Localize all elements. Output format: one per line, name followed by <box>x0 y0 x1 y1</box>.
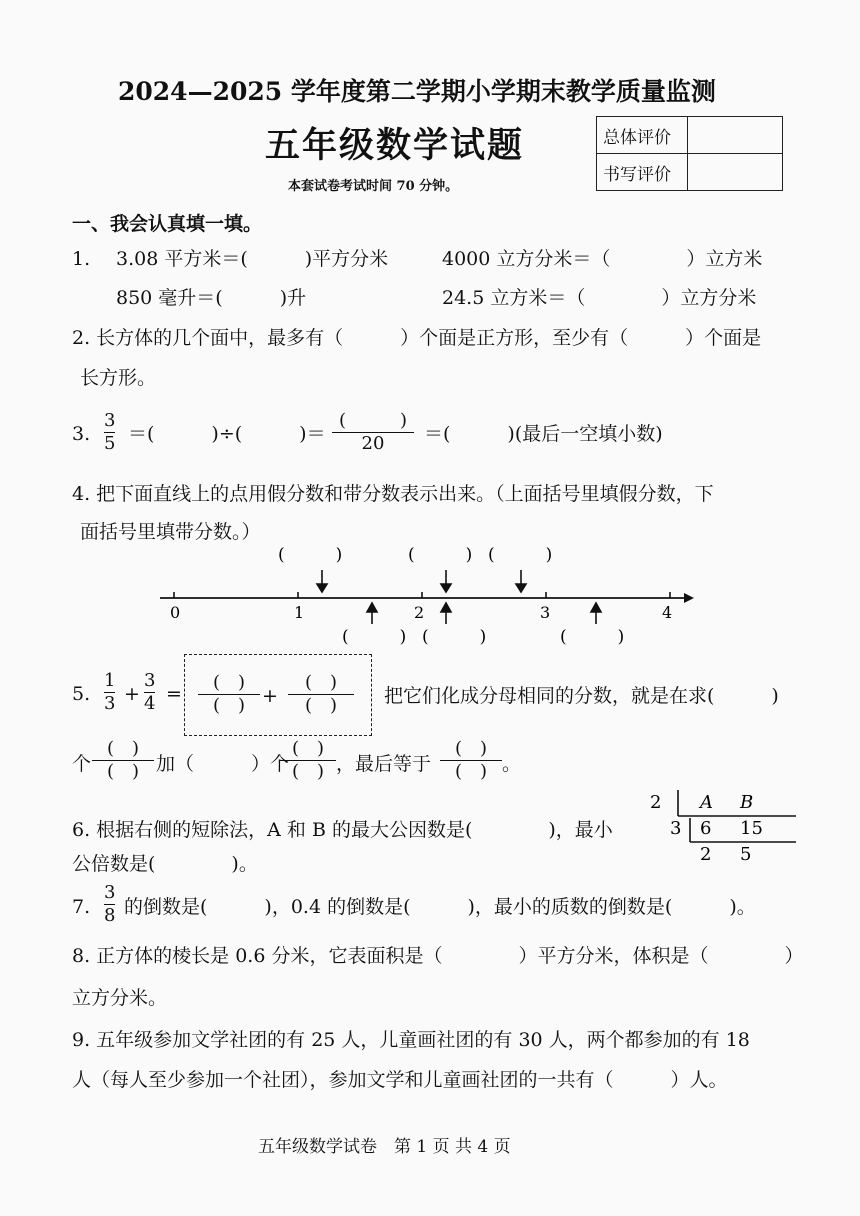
eval-row-overall <box>597 117 783 154</box>
subject-title: 五年级数学试题 <box>265 125 525 166</box>
q3-blank-num[interactable]: ( ) <box>338 410 408 431</box>
q5-f2-num: 3 <box>144 670 156 691</box>
q5-bfb-num[interactable]: ( ) <box>291 738 325 759</box>
q3-blank-fraction <box>332 410 414 455</box>
q5-bfc-num[interactable]: ( ) <box>454 738 488 759</box>
q7-frac-num: 3 <box>104 882 116 903</box>
up-arrowhead-1 <box>367 603 377 612</box>
q5-end: 。 <box>502 753 522 775</box>
q5-box-fraction-1 <box>198 672 260 717</box>
q4-line2: 面括号里填带分数。） <box>80 521 261 543</box>
time-note: 本套试卷考试时间 70 分钟。 <box>288 179 459 194</box>
up-arrowhead-2 <box>441 603 451 612</box>
q5-blank-fraction-a <box>92 738 154 783</box>
tick-label-0: 0 <box>170 603 181 622</box>
q1-part-d: 24.5 立方米＝（ ）立方分米 <box>442 287 757 309</box>
up-arrowhead-3 <box>591 603 601 612</box>
q1-number: 1. <box>72 248 91 270</box>
down-arrowhead-1 <box>317 584 327 592</box>
q1-part-c: 850 毫升＝( )升 <box>116 287 307 309</box>
q5-blank-fraction-b <box>280 738 336 783</box>
q5-ge-1: 个 <box>72 753 92 775</box>
page-footer: 五年级数学试卷 第 1 页 共 4 页 <box>258 1137 511 1157</box>
div-6: 6 <box>700 818 712 839</box>
div-B: B <box>740 792 754 813</box>
q3-frac-num: 3 <box>104 410 116 431</box>
q4-line1: 4. 把下面直线上的点用假分数和带分数表示出来。（上面括号里填假分数，下 <box>72 483 714 505</box>
q5-bfa-num[interactable]: ( ) <box>106 738 140 759</box>
q5-blank-fraction-c <box>440 738 502 783</box>
top-paren-2[interactable]: ( ) <box>408 545 473 565</box>
q5-zuihou: ，最后等于 <box>336 753 432 775</box>
short-division <box>640 786 800 866</box>
down-arrowhead-2 <box>441 584 451 592</box>
q5-plus: + <box>124 683 140 705</box>
q7-number: 7. <box>72 896 91 918</box>
q6-line2: 公倍数是( )。 <box>72 853 258 875</box>
q8-line1: 8. 正方体的棱长是 0.6 分米，它表面积是（ ）平方分米，体积是（ ） <box>72 945 804 967</box>
q5-box-fraction-2 <box>288 672 354 717</box>
tick-label-4: 4 <box>662 603 673 622</box>
q1-part-a: 3.08 平方米＝( )平方分米 <box>116 248 389 270</box>
top-paren-3[interactable]: ( ) <box>488 545 553 565</box>
q5-f1-num: 1 <box>104 670 116 691</box>
q7-text: 的倒数是( )，0.4 的倒数是( )，最小的质数的倒数是( )。 <box>124 896 756 918</box>
q7-fraction <box>104 882 115 927</box>
q5-box-f1-num[interactable]: ( ) <box>212 672 246 693</box>
exam-title: 2024—2025 学年度第二学期小学期末教学质量监测 <box>118 77 716 106</box>
q5-box-f1-den[interactable]: ( ) <box>212 695 246 716</box>
bottom-paren-1[interactable]: ( ) <box>342 627 407 647</box>
q5-box-f2-den[interactable]: ( ) <box>304 695 338 716</box>
div-5: 5 <box>740 844 752 865</box>
q3-frac-den: 5 <box>104 433 116 454</box>
q3-fraction <box>104 410 115 455</box>
q3-den-20: 20 <box>361 433 385 454</box>
q5-fraction-2 <box>144 670 155 715</box>
q5-number: 5. <box>72 683 91 705</box>
div-divisor-2: 3 <box>670 818 682 839</box>
q5-text1: 把它们化成分母相同的分数，就是在求( ) <box>384 685 779 707</box>
q5-equals: = <box>166 683 182 705</box>
div-2: 2 <box>700 844 712 865</box>
q5-bfa-den[interactable]: ( ) <box>106 761 140 782</box>
q1-part-b: 4000 立方分米＝（ ）立方米 <box>442 248 763 270</box>
q5-bfb-den[interactable]: ( ) <box>291 761 325 782</box>
q5-box-plus: + <box>262 685 278 707</box>
tick-label-1: 1 <box>294 603 305 622</box>
eval-value-overall[interactable] <box>688 117 783 154</box>
q5-bfc-den[interactable]: ( ) <box>454 761 488 782</box>
div-divisor-1: 2 <box>650 792 662 813</box>
number-line <box>150 540 710 650</box>
eval-label-overall: 总体评价 <box>597 117 688 154</box>
q3-middle: ＝( )÷( )＝ <box>128 423 326 445</box>
q7-frac-den: 8 <box>104 905 116 926</box>
q2-line2: 长方形。 <box>80 367 157 389</box>
q6-line1: 6. 根据右侧的短除法，A 和 B 的最大公因数是( )，最小 <box>72 819 613 841</box>
top-paren-1[interactable]: ( ) <box>278 545 343 565</box>
q2-line1: 2. 长方体的几个面中，最多有（ ）个面是正方形，至少有（ ）个面是 <box>72 327 762 349</box>
tick-label-3: 3 <box>540 603 551 622</box>
down-arrowhead-3 <box>516 584 526 592</box>
q5-jia: 加（ ）个 <box>156 753 290 775</box>
eval-label-writing: 书写评价 <box>597 154 688 191</box>
q5-box-f2-num[interactable]: ( ) <box>304 672 338 693</box>
q5-fraction-1 <box>104 670 115 715</box>
q5-f1-den: 3 <box>104 693 116 714</box>
q9-line2: 人（每人至少参加一个社团），参加文学和儿童画社团的一共有（ ）人。 <box>72 1069 728 1091</box>
eval-value-writing[interactable] <box>688 154 783 191</box>
q3-tail: ＝( )(最后一空填小数) <box>424 423 663 445</box>
q5-f2-den: 4 <box>144 693 156 714</box>
div-15: 15 <box>740 818 763 839</box>
bottom-paren-3[interactable]: ( ) <box>560 627 625 647</box>
q3-number: 3. <box>72 423 91 445</box>
div-A: A <box>700 792 713 813</box>
axis-arrowhead <box>684 593 694 603</box>
eval-row-writing <box>597 154 783 191</box>
evaluation-table <box>596 116 783 191</box>
q9-line1: 9. 五年级参加文学社团的有 25 人，儿童画社团的有 30 人，两个都参加的有 18 <box>72 1029 750 1051</box>
bottom-paren-2[interactable]: ( ) <box>422 627 487 647</box>
section-title: 一、我会认真填一填。 <box>72 213 263 235</box>
tick-label-2: 2 <box>414 603 425 622</box>
q8-line2: 立方分米。 <box>72 987 168 1009</box>
